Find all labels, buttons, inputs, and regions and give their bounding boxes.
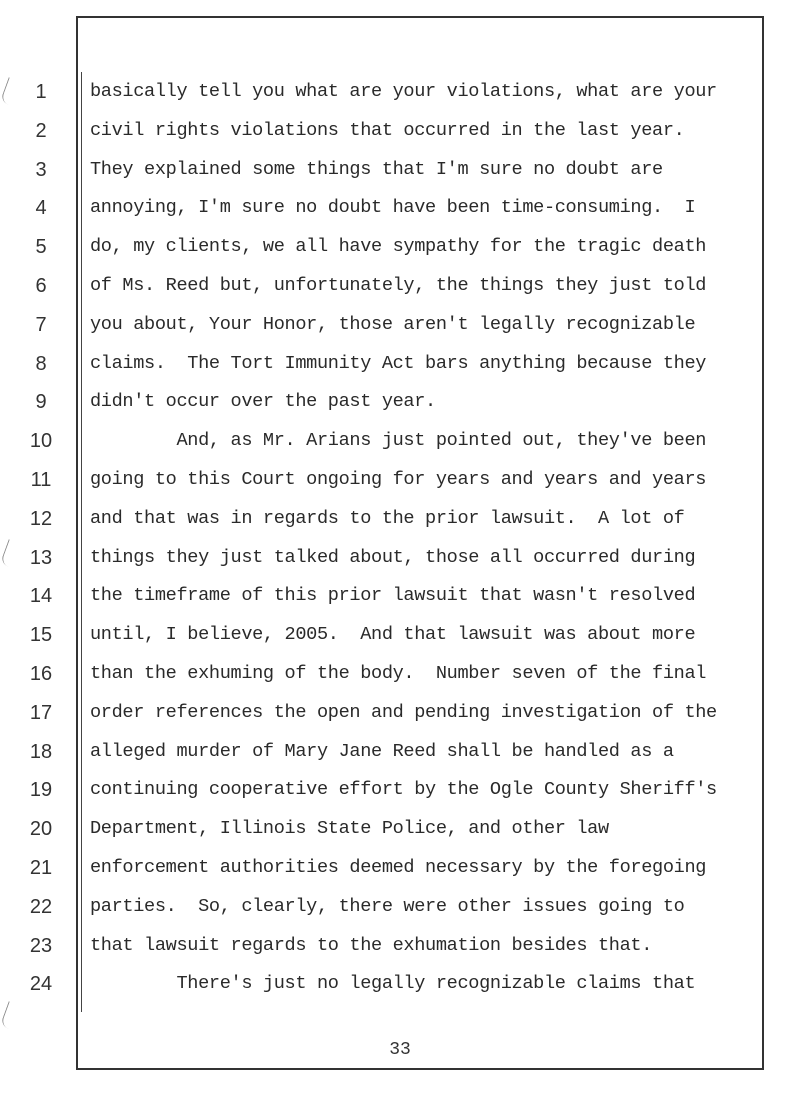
line-number: 20 (29, 818, 53, 841)
transcript-line: Department, Illinois State Police, and other law (90, 818, 609, 840)
line-number: 22 (29, 895, 53, 918)
line-number: 2 (35, 119, 47, 142)
transcript-line: claims. The Tort Immunity Act bars anything because they (90, 352, 707, 374)
line-number: 7 (35, 313, 47, 336)
transcript-line: order references the open and pending investigation of the (90, 701, 717, 723)
line-number: 1 (35, 81, 47, 103)
transcript-line: They explained some things that I'm sure no doubt are (90, 158, 663, 180)
transcript-line: continuing cooperative effort by the Ogle County Sheriff's (90, 779, 717, 801)
line-number: 11 (30, 468, 52, 491)
transcript-line: There's just no legally recognizable claims that (90, 973, 696, 995)
transcript-line: parties. So, clearly, there were other issues going to (90, 895, 685, 917)
transcript-line: than the exhuming of the body. Number seven of the final (90, 662, 707, 684)
transcript-line: didn't occur over the past year. (90, 391, 436, 413)
line-number: 5 (35, 236, 47, 259)
line-number: 9 (35, 391, 47, 414)
transcript-line: until, I believe, 2005. And that lawsuit was about more (90, 624, 696, 646)
transcript-line: of Ms. Reed but, unfortunately, the things they just told (90, 274, 707, 296)
binder-hole-mark-bottom (0, 1001, 17, 1029)
line-number: 6 (35, 274, 47, 297)
transcript-line: basically tell you what are your violations, what are your (90, 81, 717, 102)
transcript-line: annoying, I'm sure no doubt have been time-consuming. I (90, 197, 696, 219)
transcript-line: you about, Your Honor, those aren't legally recognizable (90, 313, 696, 335)
transcript-line: alleged murder of Mary Jane Reed shall be handled as a (90, 740, 674, 762)
page-number: 33 (389, 1040, 411, 1060)
transcript-line: civil rights violations that occurred in the last year. (90, 119, 685, 141)
line-number: 23 (29, 934, 53, 957)
line-number: 21 (29, 856, 53, 879)
line-number: 10 (29, 430, 53, 453)
binder-hole-mark-top (0, 77, 17, 105)
binder-hole-mark-middle (0, 539, 17, 567)
transcript-line: And, as Mr. Arians just pointed out, they've been (90, 430, 707, 452)
margin-rule (81, 72, 82, 1012)
line-number: 16 (29, 662, 53, 685)
line-number: 19 (29, 779, 53, 802)
line-number: 8 (35, 352, 47, 375)
line-number: 3 (35, 158, 47, 181)
transcript-body (90, 73, 750, 1004)
line-number: 12 (29, 507, 53, 530)
line-number: 15 (29, 624, 53, 647)
transcript-line: things they just talked about, those all occurred during (90, 546, 696, 568)
transcript-line: the timeframe of this prior lawsuit that wasn't resolved (90, 585, 696, 607)
transcript-line: that lawsuit regards to the exhumation besides that. (90, 934, 653, 956)
line-number: 4 (35, 197, 47, 220)
transcript-line: enforcement authorities deemed necessary by the foregoing (90, 856, 707, 878)
transcript-line: do, my clients, we all have sympathy for the tragic death (90, 236, 707, 258)
line-number: 13 (29, 546, 53, 569)
line-number: 18 (29, 740, 53, 763)
transcript-line: going to this Court ongoing for years and years and years (90, 468, 707, 490)
line-number: 17 (29, 701, 53, 724)
line-number: 14 (29, 585, 53, 608)
transcript-line: and that was in regards to the prior lawsuit. A lot of (90, 507, 685, 529)
line-number: 24 (29, 973, 53, 996)
line-number-column (20, 73, 62, 1004)
